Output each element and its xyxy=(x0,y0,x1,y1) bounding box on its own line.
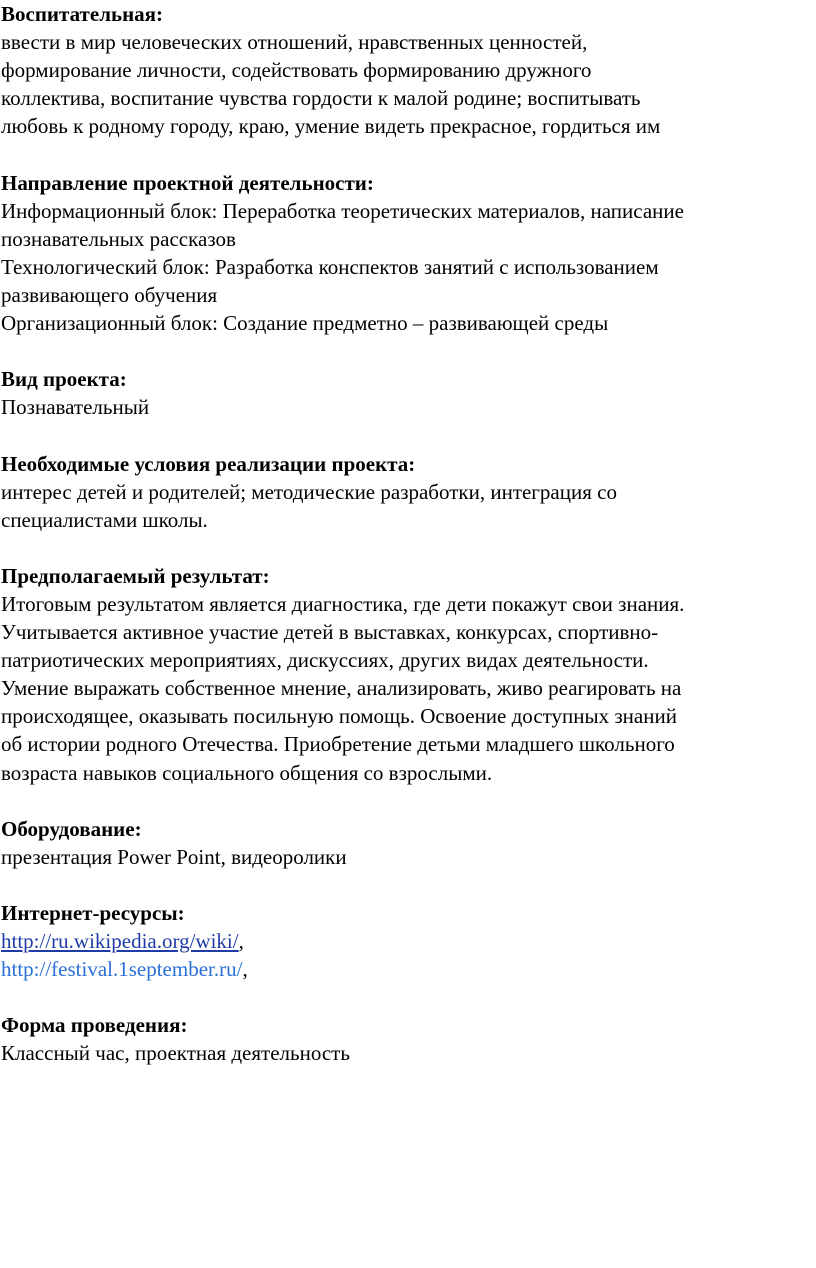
paragraph-gap xyxy=(1,337,813,365)
result-line: патриотических мероприятиях, дискуссиях, других видах деятельности. xyxy=(1,648,649,673)
section-heading-resources: Интернет-ресурсы: xyxy=(1,901,185,925)
link-separator: , xyxy=(238,929,244,954)
resource-link-row xyxy=(1,927,813,955)
paragraph-gap xyxy=(1,787,813,815)
direction-line: Информационный блок: Переработка теоретических материалов, написание xyxy=(1,198,684,223)
resource-link-row xyxy=(1,955,813,983)
direction-line: развивающего обучения xyxy=(1,282,218,307)
result-line: Умение выражать собственное мнение, анализировать, живо реагировать на xyxy=(1,676,682,701)
section-heading-conditions: Необходимые условия реализации проекта: xyxy=(1,451,416,476)
result-line: об истории родного Отечества. Приобретение детьми младшего школьного xyxy=(1,732,675,757)
wikipedia-link[interactable]: http://ru.wikipedia.org/wiki/ xyxy=(1,929,239,954)
section-heading-equipment: Оборудование: xyxy=(1,816,142,841)
section-heading-direction: Направление проектной деятельности: xyxy=(1,170,374,195)
project-type-line: Познавательный xyxy=(1,395,150,420)
section-heading-form: Форма проведения: xyxy=(1,1013,188,1038)
direction-line: Технологический блок: Разработка конспектов занятий с использованием xyxy=(1,254,659,279)
paragraph-gap xyxy=(1,871,813,899)
educational-line: ввести в мир человеческих отношений, нравственных ценностей, xyxy=(1,30,588,55)
paragraph-gap xyxy=(1,983,813,1011)
conditions-line: интерес детей и родителей; методические разработки, интеграция со xyxy=(1,479,617,504)
educational-line: формирование личности, содействовать формированию дружного xyxy=(1,58,592,83)
paragraph-gap xyxy=(1,534,813,562)
result-line: происходящее, оказывать посильную помощь. Освоение доступных знаний xyxy=(1,704,677,729)
result-line: Учитывается активное участие детей в выставках, конкурсах, спортивно- xyxy=(1,620,659,645)
educational-line: любовь к родному городу, краю, умение видеть прекрасное, гордиться им xyxy=(1,114,661,139)
form-line: Классный час, проектная деятельность xyxy=(1,1041,350,1066)
section-heading-result: Предполагаемый результат: xyxy=(1,563,270,588)
direction-line: познавательных рассказов xyxy=(1,226,236,251)
section-heading-project-type: Вид проекта: xyxy=(1,367,127,392)
direction-line: Организационный блок: Создание предметно – развивающей среды xyxy=(1,311,609,336)
paragraph-gap xyxy=(1,140,813,168)
educational-line: коллектива, воспитание чувства гордости к малой родине; воспитывать xyxy=(1,86,641,111)
festival-link[interactable]: http://festival.1september.ru/ xyxy=(1,957,243,982)
link-separator: , xyxy=(242,957,248,982)
result-line: Итоговым результатом является диагностика, где дети покажут свои знания. xyxy=(1,591,685,616)
result-line: возраста навыков социального общения со взрослыми. xyxy=(1,760,493,785)
paragraph-gap xyxy=(1,421,813,449)
document-page xyxy=(1,0,813,1068)
conditions-line: специалистами школы. xyxy=(1,507,208,532)
equipment-line: презентация Power Point, видеоролики xyxy=(1,844,347,869)
section-heading-educational: Воспитательная: xyxy=(1,2,164,26)
